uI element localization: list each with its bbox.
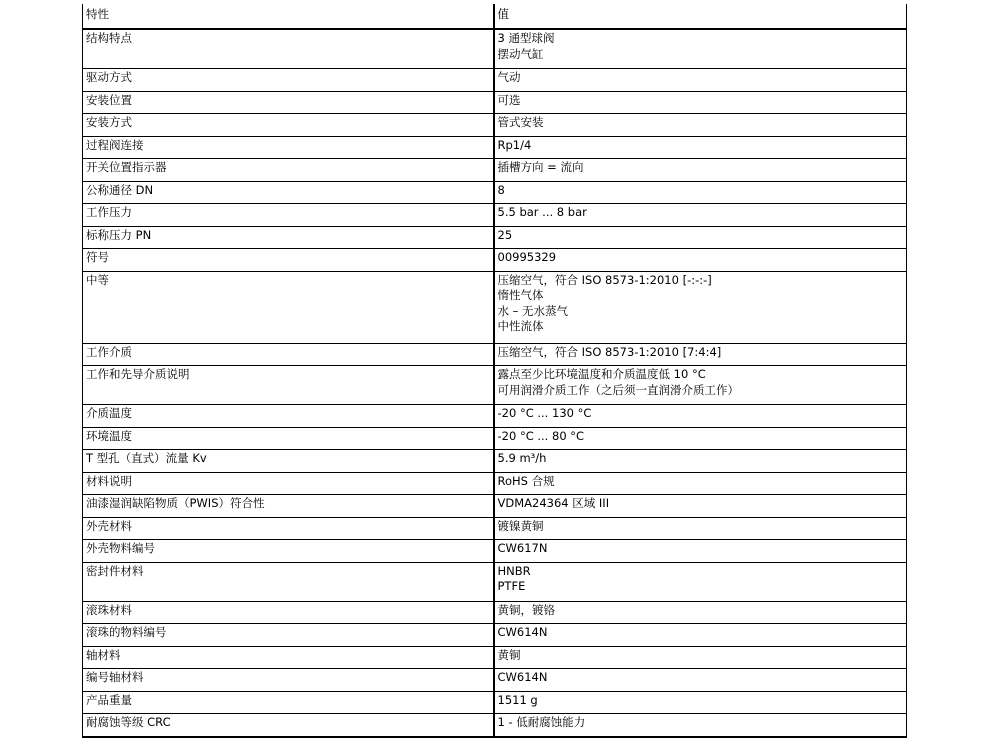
table-row bbox=[83, 427, 907, 450]
value-line: VDMA24364 区域 III bbox=[497, 496, 610, 510]
property-cell: 环境温度 bbox=[83, 427, 494, 450]
table-row bbox=[83, 540, 907, 563]
value-cell bbox=[494, 159, 907, 182]
value-line: 黄铜 bbox=[497, 647, 521, 662]
property-cell: 编号轴材料 bbox=[83, 669, 494, 692]
property-cell: 公称通径 DN bbox=[83, 181, 494, 204]
value-cell bbox=[494, 249, 907, 272]
value-cell bbox=[494, 114, 907, 137]
value-cell bbox=[494, 69, 907, 92]
table-row bbox=[83, 366, 907, 405]
value-line: Rp1/4 bbox=[497, 137, 532, 152]
property-cell: 外壳物料编号 bbox=[83, 540, 494, 563]
value-line: 气动 bbox=[497, 70, 521, 84]
value-cell bbox=[494, 136, 907, 159]
value-cell bbox=[494, 495, 907, 518]
value-line: 镀镍黄铜 bbox=[497, 518, 544, 533]
property-cell: 中等 bbox=[83, 271, 494, 343]
value-line: 8 bbox=[497, 182, 505, 197]
property-cell: 滚珠材料 bbox=[83, 601, 494, 624]
property-cell: 驱动方式 bbox=[83, 69, 494, 92]
value-line: 5.5 bar ... 8 bar bbox=[497, 205, 587, 219]
value-cell bbox=[494, 691, 907, 714]
value-cell bbox=[494, 181, 907, 204]
value-line: RoHS 合规 bbox=[497, 473, 555, 488]
value-cell bbox=[494, 601, 907, 624]
property-cell: T 型孔（直式）流量 Kv bbox=[83, 450, 494, 473]
property-cell: 开关位置指示器 bbox=[83, 159, 494, 182]
value-line: 5.9 m³/h bbox=[497, 451, 547, 465]
table-row bbox=[83, 405, 907, 428]
value-cell bbox=[494, 517, 907, 540]
table-row bbox=[83, 136, 907, 159]
value-line: 水 – 无水蒸气 bbox=[497, 303, 569, 318]
table-row bbox=[83, 159, 907, 182]
value-line: PTFE bbox=[497, 579, 526, 593]
table-row bbox=[83, 691, 907, 714]
value-line: -20 °C ... 80 °C bbox=[497, 428, 585, 443]
table-row bbox=[83, 114, 907, 137]
table-row bbox=[83, 271, 907, 343]
table-row bbox=[83, 669, 907, 692]
property-cell: 耐腐蚀等级 CRC bbox=[83, 714, 494, 737]
table-row bbox=[83, 601, 907, 624]
table-row bbox=[83, 29, 907, 69]
property-cell: 滚珠的物料编号 bbox=[83, 624, 494, 647]
value-cell bbox=[494, 540, 907, 563]
value-line: 黄铜，镀铬 bbox=[497, 602, 555, 617]
value-line: 3 通型球阀 bbox=[497, 31, 555, 45]
property-cell: 工作和先导介质说明 bbox=[83, 366, 494, 405]
table-header-row bbox=[83, 4, 907, 29]
header-value: 值 bbox=[494, 4, 907, 29]
value-cell bbox=[494, 714, 907, 737]
value-cell bbox=[494, 204, 907, 227]
property-cell: 工作介质 bbox=[83, 343, 494, 366]
value-cell bbox=[494, 366, 907, 405]
value-line: 管式安装 bbox=[497, 115, 544, 129]
value-cell bbox=[494, 624, 907, 647]
property-cell: 密封件材料 bbox=[83, 562, 494, 601]
table-row bbox=[83, 181, 907, 204]
table-row bbox=[83, 450, 907, 473]
value-line: 1511 g bbox=[497, 692, 538, 707]
value-line: 压缩空气，符合 ISO 8573-1:2010 [-:-:-] bbox=[497, 272, 712, 287]
table-row bbox=[83, 91, 907, 114]
value-line: 可选 bbox=[497, 92, 521, 107]
value-line: HNBR bbox=[497, 563, 531, 578]
table-row bbox=[83, 204, 907, 227]
value-line: 可用润滑介质工作（之后须一直润滑介质工作） bbox=[497, 382, 739, 397]
table-row bbox=[83, 249, 907, 272]
table-row bbox=[83, 624, 907, 647]
value-line: -20 °C ... 130 °C bbox=[497, 406, 592, 420]
property-cell: 安装方式 bbox=[83, 114, 494, 137]
property-cell: 工作压力 bbox=[83, 204, 494, 227]
table-row bbox=[83, 495, 907, 518]
property-cell: 安装位置 bbox=[83, 91, 494, 114]
value-line: CW614N bbox=[497, 670, 548, 684]
value-cell bbox=[494, 29, 907, 69]
property-cell: 外壳材料 bbox=[83, 517, 494, 540]
spec-table-body bbox=[83, 29, 907, 737]
property-cell: 标称压力 PN bbox=[83, 226, 494, 249]
property-cell: 介质温度 bbox=[83, 405, 494, 428]
value-cell bbox=[494, 669, 907, 692]
value-cell bbox=[494, 343, 907, 366]
value-line: 压缩空气，符合 ISO 8573-1:2010 [7:4:4] bbox=[497, 344, 722, 359]
property-cell: 油漆湿润缺陷物质（PWIS）符合性 bbox=[83, 495, 494, 518]
value-line: 00995329 bbox=[497, 250, 557, 264]
value-line: 惰性气体 bbox=[497, 288, 544, 302]
value-cell bbox=[494, 562, 907, 601]
property-cell: 材料说明 bbox=[83, 472, 494, 495]
value-cell bbox=[494, 472, 907, 495]
value-line: CW614N bbox=[497, 625, 548, 639]
value-line: 插槽方向 = 流向 bbox=[497, 160, 584, 174]
value-line: 摆动气缸 bbox=[497, 46, 544, 61]
table-row bbox=[83, 343, 907, 366]
value-line: 1 - 低耐腐蚀能力 bbox=[497, 715, 586, 729]
value-line: 中性流体 bbox=[497, 319, 544, 333]
table-row bbox=[83, 562, 907, 601]
table-row bbox=[83, 714, 907, 737]
table-row bbox=[83, 226, 907, 249]
value-cell bbox=[494, 450, 907, 473]
value-cell bbox=[494, 405, 907, 428]
spec-table bbox=[82, 4, 907, 738]
table-row bbox=[83, 517, 907, 540]
value-line: 25 bbox=[497, 227, 513, 242]
header-property: 特性 bbox=[83, 4, 494, 29]
value-cell bbox=[494, 91, 907, 114]
property-cell: 结构特点 bbox=[83, 29, 494, 69]
property-cell: 产品重量 bbox=[83, 691, 494, 714]
value-cell bbox=[494, 226, 907, 249]
property-cell: 过程阀连接 bbox=[83, 136, 494, 159]
value-cell bbox=[494, 646, 907, 669]
table-row bbox=[83, 69, 907, 92]
table-row bbox=[83, 472, 907, 495]
value-cell bbox=[494, 427, 907, 450]
property-cell: 轴材料 bbox=[83, 646, 494, 669]
property-cell: 符号 bbox=[83, 249, 494, 272]
table-row bbox=[83, 646, 907, 669]
value-cell bbox=[494, 271, 907, 343]
value-line: 露点至少比环境温度和介质温度低 10 °C bbox=[497, 367, 706, 381]
value-line: CW617N bbox=[497, 541, 548, 555]
